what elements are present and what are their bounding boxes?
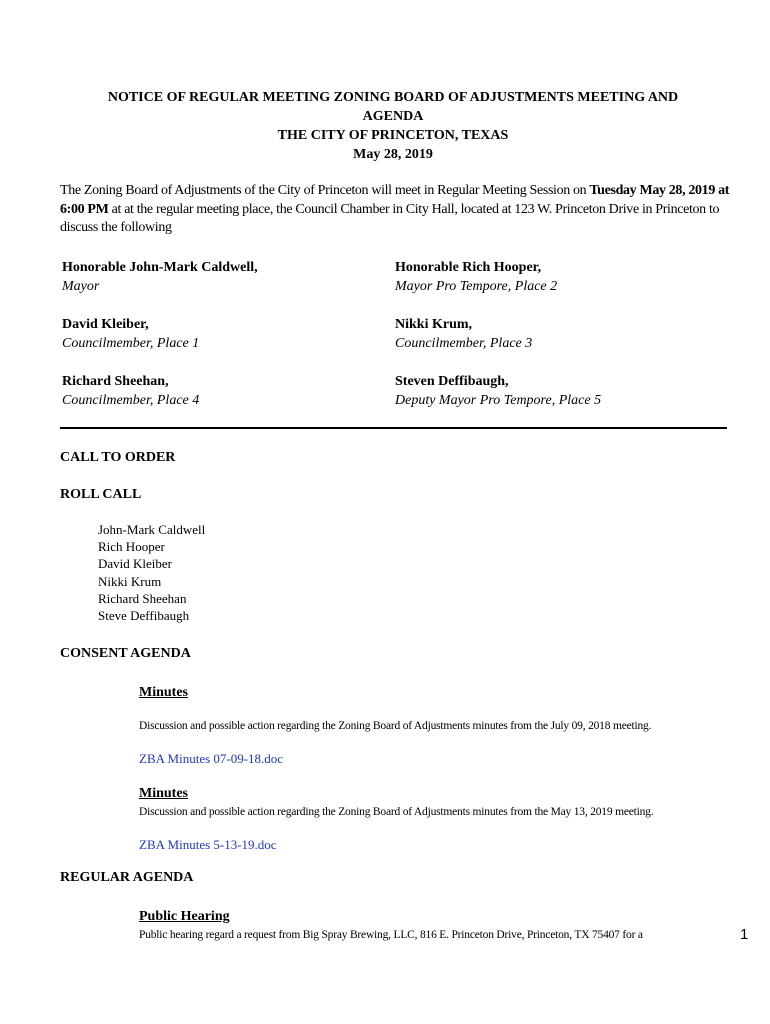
roll-call-name: John-Mark Caldwell [98,522,206,537]
roll-call-name: Steve Deffibaugh [98,608,190,624]
member-name: Nikki Krum, [395,317,473,332]
member-name: Steven Deffibaugh, [395,374,509,389]
intro-location: at at the regular meeting place, the Council Chamber in City Hall, located at 123 W. Princeton Drive in Princeton to discuss the following [60,201,720,235]
roll-call-name: David Kleiber [98,556,173,572]
member-role: Deputy Mayor Pro Tempore, Place 5 [395,393,602,408]
member-place-1 [62,315,199,353]
member-name: Honorable John-Mark Caldwell, [62,260,258,275]
call-to-order-heading: CALL TO ORDER [60,450,176,465]
notice-title [60,88,726,164]
member-role: Mayor [62,279,100,294]
regular-agenda-heading: REGULAR AGENDA [60,870,194,885]
minutes-document-link[interactable]: ZBA Minutes 07-09-18.doc [139,751,284,766]
minutes-document-link[interactable]: ZBA Minutes 5-13-19.doc [139,837,277,852]
regular-item-heading: Public Hearing [139,909,230,924]
title-line-3: THE CITY OF PRINCETON, TEXAS [277,128,509,143]
intro-text: The Zoning Board of Adjustments of the City of Princeton will meet in Regular Meeting Session on [60,183,590,198]
regular-item-description: Public hearing regard a request from Big Spray Brewing, LLC, 816 E. Princeton Drive, Princeton, TX 75407 for a [139,929,643,941]
intro-date-time: Tuesday May 28, 2019 at 6:00 PM [60,183,730,217]
intro-paragraph [60,182,730,238]
member-role: Councilmember, Place 1 [62,336,200,351]
page-number: 1 [740,926,749,943]
consent-item-description: Discussion and possible action regarding the Zoning Board of Adjustments minutes from the July 09, 2018 meeting. [139,720,652,732]
member-name: Honorable Rich Hooper, [395,260,542,275]
roll-call-name: Richard Sheehan [98,590,187,606]
roll-call-name: Rich Hooper [98,539,165,555]
consent-agenda-heading: CONSENT AGENDA [60,646,191,661]
member-role: Councilmember, Place 3 [395,336,533,351]
roll-call-heading: ROLL CALL [60,487,142,502]
member-place-3 [395,315,532,353]
member-place-4 [62,372,199,410]
member-role: Councilmember, Place 4 [62,393,200,408]
consent-item-description: Discussion and possible action regarding the Zoning Board of Adjustments minutes from the May 13, 2019 meeting. [139,806,654,818]
member-name: David Kleiber, [62,317,149,332]
roll-call-name: Nikki Krum [98,573,162,589]
consent-item-heading: Minutes [139,786,188,801]
title-line-2: AGENDA [362,109,424,124]
meeting-date: May 28, 2019 [353,147,433,162]
member-mayor [62,258,258,296]
consent-item-heading: Minutes [139,685,188,700]
title-line-1: NOTICE OF REGULAR MEETING ZONING BOARD OF ADJUSTMENTS MEETING AND [107,90,679,105]
member-mayor-pro-tem [395,258,557,296]
roll-call-list [98,521,205,624]
member-place-5 [395,372,601,410]
member-role: Mayor Pro Tempore, Place 2 [395,279,558,294]
member-name: Richard Sheehan, [62,374,169,389]
divider-rule [60,427,727,429]
